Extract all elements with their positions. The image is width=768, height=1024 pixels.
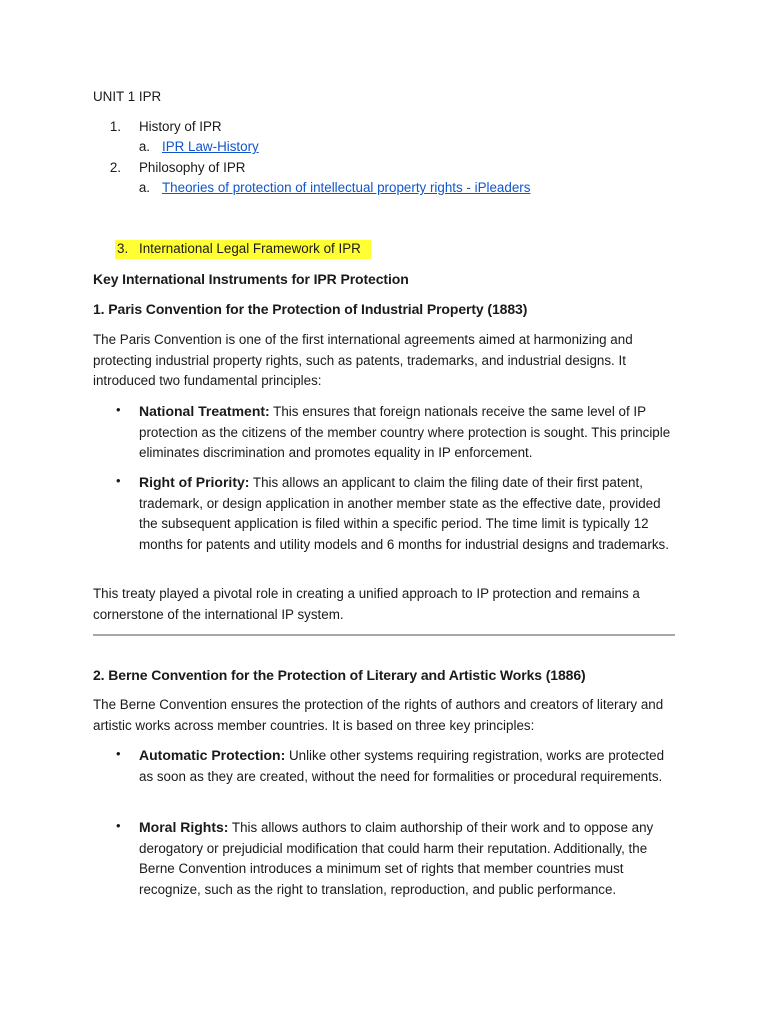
unit-title: UNIT 1 IPR: [93, 89, 162, 104]
paris-conclusion-paragraph: This treaty played a pivotal role in creating a unified approach to IP protection and remains a cornerstone of the international IP system.: [93, 586, 640, 622]
toc-item-3-number: 3.: [117, 241, 129, 256]
toc-item-1-number: 1.: [109, 119, 121, 134]
bullet-icon: •: [116, 746, 121, 761]
bullet-icon: •: [116, 473, 121, 488]
moral-rights-term: Moral Rights:: [139, 819, 229, 835]
horizontal-divider: [93, 634, 675, 636]
national-treatment-text: [139, 401, 679, 464]
highlighted-toc-item-3: [115, 240, 371, 259]
national-treatment-term: National Treatment:: [139, 403, 270, 419]
section-heading: Key International Instruments for IPR Protection: [93, 271, 409, 287]
automatic-protection-description: Unlike other systems requiring registration, works are protected as soon as they are created, without the need for formalities or procedural requirements.: [139, 748, 665, 784]
bullet-icon: •: [116, 818, 121, 833]
paris-convention-heading: 1. Paris Convention for the Protection of Industrial Property (1883): [93, 301, 528, 317]
berne-intro-paragraph: The Berne Convention ensures the protection of the rights of authors and creators of literary and artistic works across member countries. It is based on three key principles:: [93, 697, 664, 733]
automatic-protection-term: Automatic Protection:: [139, 747, 286, 763]
paris-intro-paragraph: The Paris Convention is one of the first international agreements aimed at harmonizing and protecting industrial property rights, such as patents, trademarks, and industrial designs. It introduced two fundamental principles:: [93, 332, 633, 389]
toc-item-2a-letter: a.: [138, 180, 150, 195]
ipleaders-theories-link[interactable]: Theories of protection of intellectual property rights - iPleaders: [162, 180, 531, 195]
moral-rights-text: [139, 817, 679, 900]
toc-item-1a-letter: a.: [138, 139, 150, 154]
toc-item-2-number: 2.: [109, 160, 121, 175]
right-of-priority-term: Right of Priority:: [139, 474, 250, 490]
toc-item-2-label: Philosophy of IPR: [139, 160, 246, 175]
toc-item-3-label: International Legal Framework of IPR: [139, 241, 361, 256]
bullet-icon: •: [116, 402, 121, 417]
berne-convention-heading: 2. Berne Convention for the Protection of Literary and Artistic Works (1886): [93, 667, 586, 683]
automatic-protection-text: [139, 745, 679, 787]
ipr-law-history-link[interactable]: IPR Law-History: [162, 139, 259, 154]
national-treatment-description: This ensures that foreign nationals receive the same level of IP protection as the citizens of the member country where protection is sought. This principle eliminates discrimination and promotes equality in IP enforcement.: [139, 404, 671, 461]
toc-item-1-label: History of IPR: [139, 119, 222, 134]
right-of-priority-description: This allows an applicant to claim the filing date of their first patent, trademark, or design application in another member state as the effective date, provided the subsequent application is filed within a specific period. The time limit is typically 12 months for patents and utility models and 6 months for industrial designs and trademarks.: [139, 475, 669, 552]
right-of-priority-text: [139, 472, 679, 555]
moral-rights-description: This allows authors to claim authorship of their work and to oppose any derogatory or prejudicial modification that could harm their reputation. Additionally, the Berne Convention introduces a minimum set of rights that member countries must recognize, such as the right to translation, reproduction, and public performance.: [139, 820, 654, 897]
